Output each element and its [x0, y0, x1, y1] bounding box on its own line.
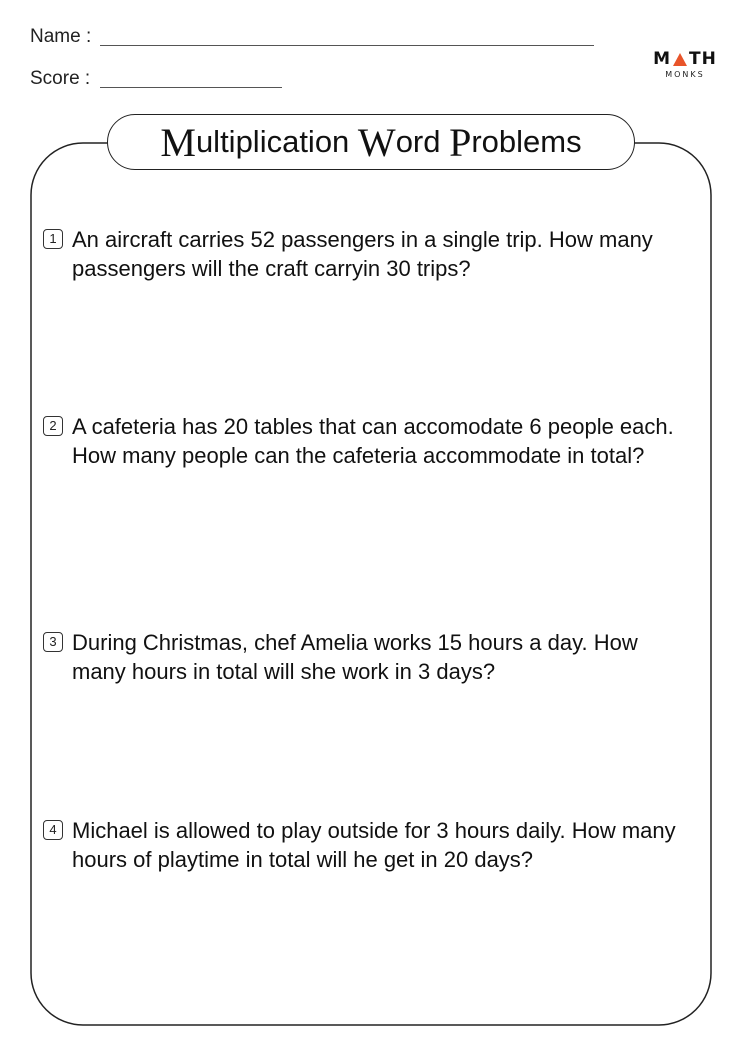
math-monks-logo: [654, 50, 716, 79]
title-rest-2: ord: [395, 124, 450, 159]
problem-number: 4: [43, 820, 63, 840]
problem-number: 2: [43, 416, 63, 436]
logo-triangle-icon: [673, 53, 687, 66]
logo-text-th: TH: [689, 49, 717, 69]
problem-text: An aircraft carries 52 passengers in a single trip. How many passengers will the craft carryin 30 trips?: [72, 227, 653, 281]
name-label: Name :: [30, 26, 92, 47]
logo-text-m: M: [653, 49, 672, 69]
problem-text: During Christmas, chef Amelia works 15 hours a day. How many hours in total will she work in 3 days?: [72, 630, 638, 684]
title-rest-3: roblems: [471, 124, 582, 159]
title-cap-m: M: [160, 119, 196, 165]
logo-subtext: MONKS: [665, 70, 705, 79]
title-cap-w: W: [357, 119, 396, 165]
score-field[interactable]: [100, 87, 282, 88]
worksheet-title: [107, 114, 635, 170]
problem-text: Michael is allowed to play outside for 3 hours daily. How many hours of playtime in total will he get in 20 days?: [72, 818, 676, 872]
score-label: Score :: [30, 68, 91, 89]
problem-number: 3: [43, 632, 63, 652]
title-rest-1: ultiplication: [195, 124, 358, 159]
problem-number: 1: [43, 229, 63, 249]
title-cap-p: P: [449, 119, 472, 165]
name-field[interactable]: [100, 45, 594, 46]
problem-text: A cafeteria has 20 tables that can accomodate 6 people each. How many people can the cafeteria accommodate in total?: [72, 414, 674, 468]
